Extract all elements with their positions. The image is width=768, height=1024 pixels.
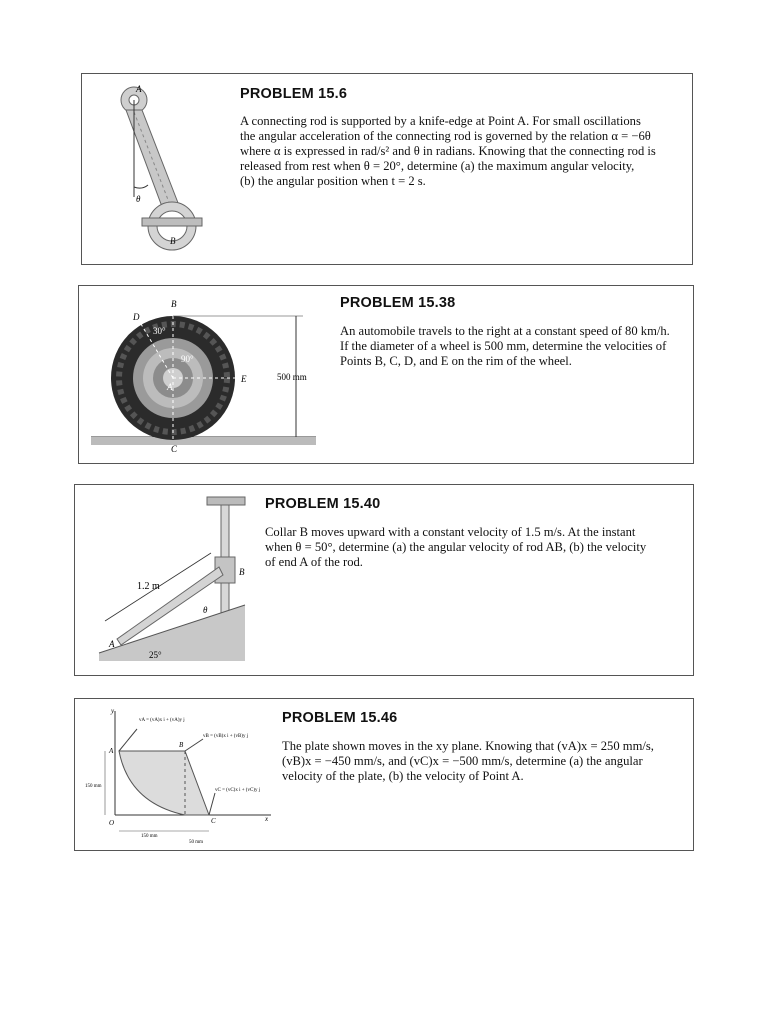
label-angle-30: 30°: [153, 326, 166, 336]
label-c: C: [171, 444, 178, 454]
label-c: C: [211, 817, 216, 825]
collar-rod-figure: [95, 493, 260, 668]
problem-text: A connecting rod is supported by a knife-edge at Point A. For small oscillations the angular acceleration of the connecting rod is governed by the relation α = −6θ where α is expressed in rad/s² and θ in radians. Knowing that the connecting rod is released from rest when θ = 20°, determine (a) the maximum angular velocity, (b) the angular position when t = 2 s.: [240, 114, 656, 188]
label-va: vA = (vA)x i + (vA)y j: [139, 718, 185, 723]
problem-title: PROBLEM 15.46: [282, 710, 398, 726]
problem-title: PROBLEM 15.6: [240, 86, 348, 102]
label-a: A: [109, 747, 114, 755]
problem-text: The plate shown moves in the xy plane. Knowing that (vA)x = 250 mm/s, (vB)x = −450 mm/s, and (vC)x = −500 mm/s, determine (a) the angular velocity of the plate, (b) the velocity of Point A.: [282, 739, 654, 783]
plate-figure: [81, 707, 279, 847]
problem-text: Collar B moves upward with a constant velocity of 1.5 m/s. At the instant when θ = 50°, determine (a) the angular velocity of rod AB, (b) the velocity of end A of the rod.: [265, 525, 647, 569]
label-b: B: [239, 567, 245, 577]
label-500mm: 500 mm: [277, 372, 307, 382]
label-b: B: [170, 236, 176, 246]
label-o: O: [109, 819, 115, 827]
problem-title: PROBLEM 15.38: [340, 295, 456, 311]
problem-card-15-6: [81, 73, 693, 265]
label-d: D: [133, 312, 140, 322]
wheel-figure: [91, 298, 321, 458]
label-25deg: 25°: [149, 650, 162, 660]
connecting-rod-figure: [112, 82, 222, 254]
label-vb: vB = (vB)x i + (vB)y j: [203, 734, 249, 739]
label-50mm: 50 mm: [189, 840, 204, 845]
problem-title: PROBLEM 15.40: [265, 496, 381, 512]
label-b: B: [179, 741, 184, 749]
label-vc: vC = (vC)x i + (vC)y j: [215, 788, 261, 793]
label-150mm-width: 150 mm: [141, 834, 158, 839]
label-1-2m: 1.2 m: [137, 581, 160, 592]
problem-card-15-38: [78, 285, 694, 464]
problem-card-15-40: [74, 484, 694, 676]
problem-text: An automobile travels to the right at a constant speed of 80 km/h. If the diameter of a wheel is 500 mm, determine the velocities of Points B, C, D, and E on the rim of the wheel.: [340, 324, 670, 368]
label-b: B: [171, 299, 177, 309]
label-theta: θ: [136, 194, 141, 204]
label-e: E: [241, 374, 247, 384]
label-angle-90: 90°: [181, 354, 194, 364]
problem-card-15-46: [74, 698, 694, 851]
label-theta: θ: [203, 605, 208, 615]
label-a: A: [109, 639, 115, 649]
label-y: y: [111, 707, 115, 715]
label-x: x: [265, 815, 269, 823]
label-a: A: [167, 382, 173, 392]
label-150mm-height: 150 mm: [85, 784, 102, 789]
label-a: A: [136, 84, 142, 94]
